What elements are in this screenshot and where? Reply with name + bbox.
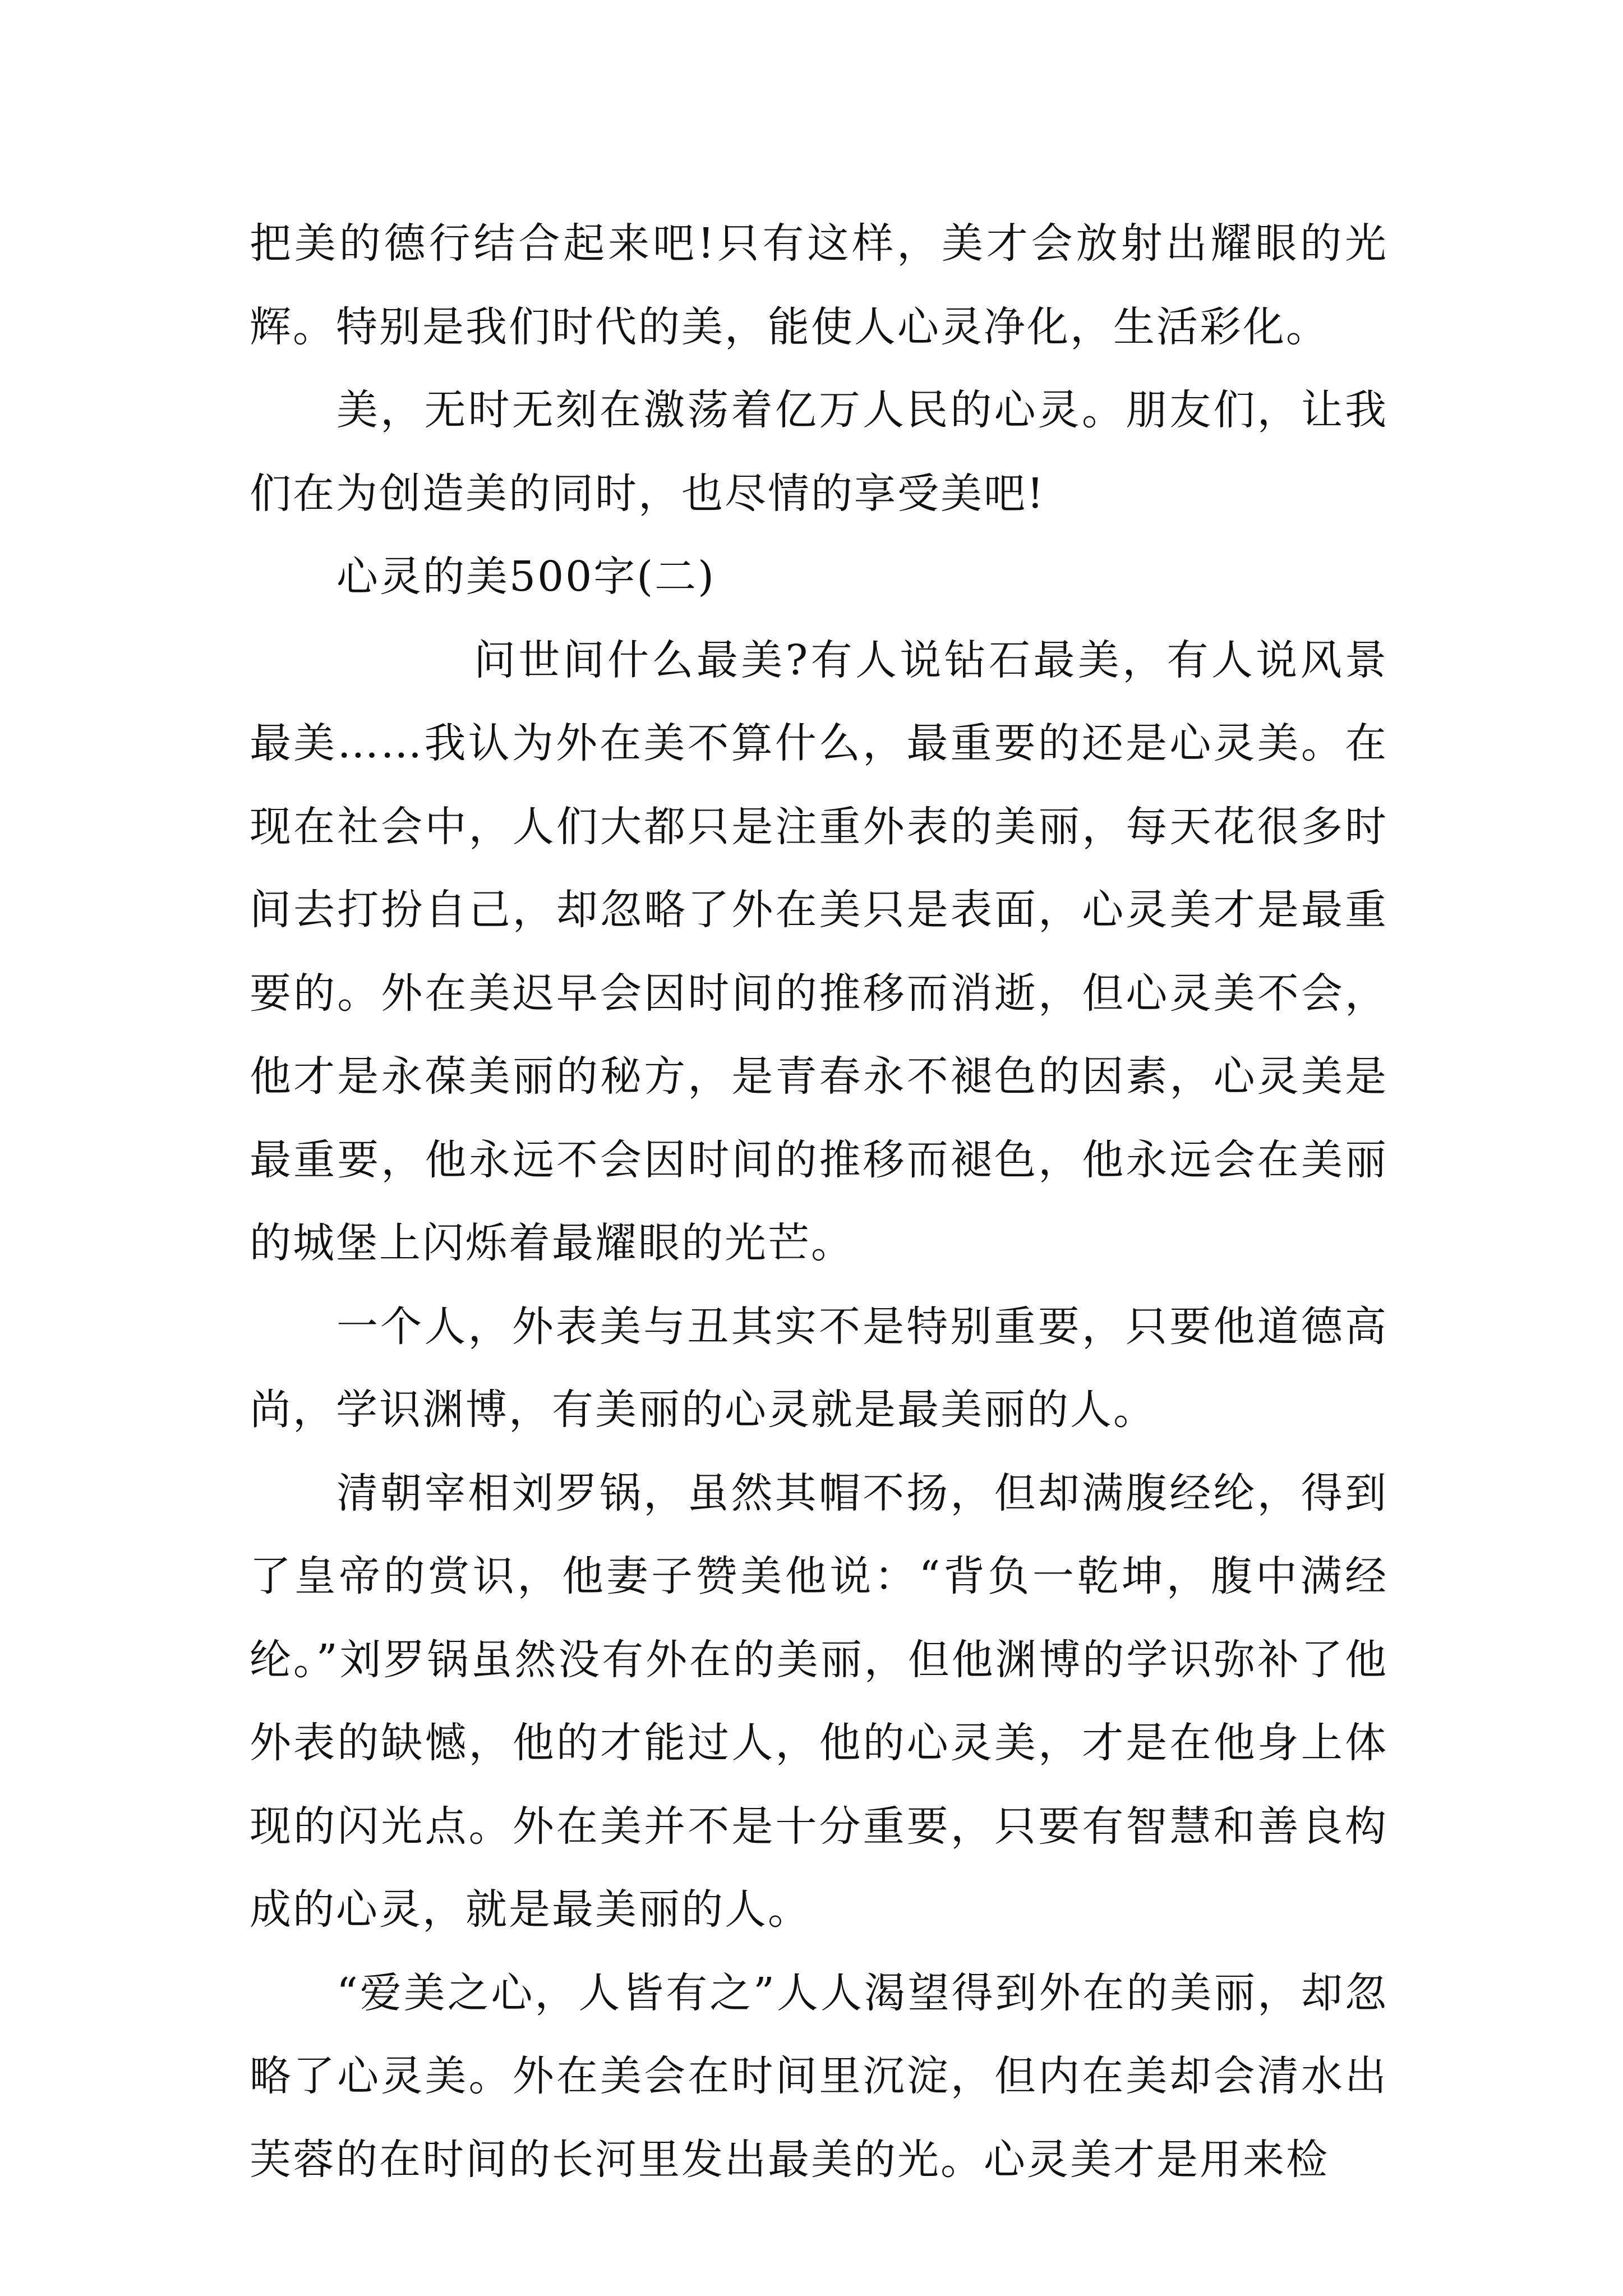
document-body <box>250 202 1388 2201</box>
paragraph-continuation: 把美的德行结合起来吧!只有这样，美才会放射出耀眼的光辉。特别是我们时代的美，能使人心灵净化，生活彩化。 <box>250 219 1388 351</box>
section-heading: 心灵的美500字(二) <box>336 553 716 601</box>
paragraph-love-beauty: “爱美之心，人皆有之”人人渴望得到外在的美丽，却忽略了心灵美。外在美会在时间里沉淀，但内在美却会清水出芙蓉的在时间的长河里发出最美的光。心灵美才是用来检 <box>250 1968 1388 2184</box>
paragraph-enjoy-beauty: 美，无时无刻在激荡着亿万人民的心灵。朋友们，让我们在为创造美的同时，也尽情的享受美吧! <box>250 386 1388 518</box>
paragraph-moral-person: 一个人，外表美与丑其实不是特别重要，只要他道德高尚，学识渊博，有美丽的心灵就是最美丽的人。 <box>250 1302 1388 1434</box>
paragraph-liu-luoguo: 清朝宰相刘罗锅，虽然其帽不扬，但却满腹经纶，得到了皇帝的赏识，他妻子赞美他说：“背负一乾坤，腹中满经纶。”刘罗锅虽然没有外在的美丽，但他渊博的学识弥补了他外表的缺憾，他的才能过人，他的心灵美，才是在他身上体现的闪光点。外在美并不是十分重要，只要有智慧和善良构成的心灵，就是最美丽的人。 <box>250 1469 1388 1934</box>
paragraph-inner-beauty: 问世间什么最美?有人说钻石最美，有人说风景最美……我认为外在美不算什么，最重要的还是心灵美。在现在社会中，人们大都只是注重外表的美丽，每天花很多时间去打扮自己，却忽略了外在美只是表面，心灵美才是最重要的。外在美迟早会因时间的推移而消逝，但心灵美不会，他才是永葆美丽的秘方，是青春永不褪色的因素，心灵美是最重要，他永远不会因时间的推移而褪色，他永远会在美丽的城堡上闪烁着最耀眼的光芒。 <box>250 636 1388 1267</box>
